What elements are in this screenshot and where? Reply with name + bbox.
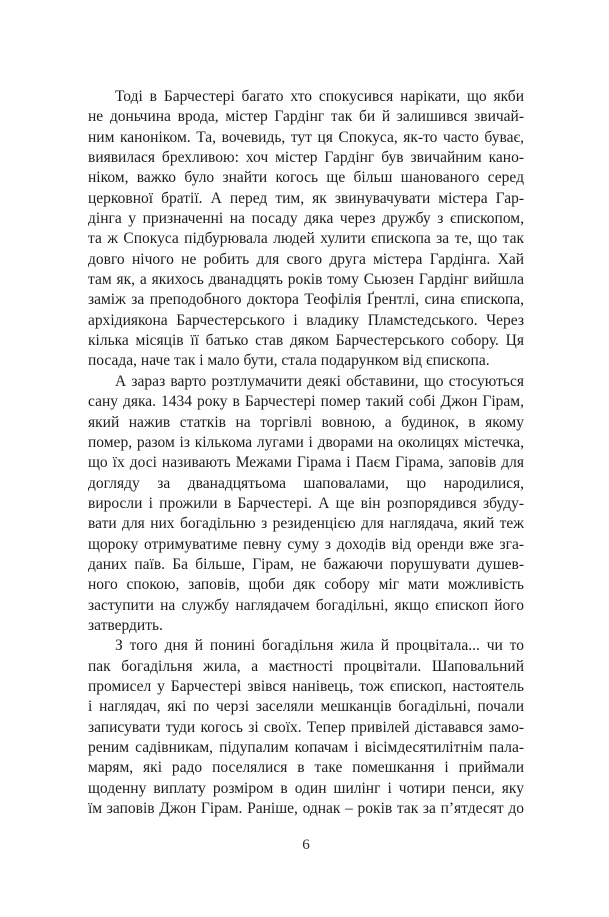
text-line: кілька місяців її батько став дяком Барчестерського собору. Ця [88,332,524,350]
text-line: церковної братії. А перед тим, як звинувачувати містера Гар- [88,189,524,207]
text-line: вати для них богадільню з резиденцією для наглядача, який теж [88,515,524,533]
paragraph [88,636,524,819]
text-line: дінга у призначенні на посаду дяка через дружбу з єпископом, [88,210,524,228]
text-line: затвердить. [88,616,163,634]
text-line: промисел у Барчестері звівся нанівець, тож єпископ, настоятель [88,677,524,695]
text-line: пак богадільня жила, а маєтності процвітали. Шаповальний [88,657,524,675]
text-line: архідиякона Барчестерського і владику Пламстедського. Через [88,311,524,329]
text-line: виросли і прожили в Барчестері. А ще він розпорядився збуду- [88,494,524,512]
text-line: який нажив статків на торгівлі вовною, а будинок, в якому [88,413,524,431]
text-line: марям, які радо поселялися в таке помешкання і приймали [88,759,524,777]
text-line: їм заповів Джон Гірам. Раніше, однак – років так за п’ятдесят до [88,800,524,818]
text-line: помер, разом із кількома лугами і дворами на околицях містечка, [88,433,524,451]
text-line: А зараз варто розтлумачити деякі обставини, що стосуються [115,372,524,390]
text-line: що їх досі називають Межами Гірама і Паєм Гірама, заповів для [88,454,524,472]
text-line: ним каноніком. Та, вочевидь, тут ця Спокуса, як-то часто буває, [88,128,524,146]
text-line: догляду за дванадцятьома шаповалами, що народилися, [88,474,524,492]
text-line: даних паїв. Ба більше, Гірам, не бажаючи порушувати душев- [88,555,524,573]
text-line: реним садівникам, підупалим копачам і вісімдесятилітнім пала- [88,739,524,756]
paragraph [88,372,524,636]
text-line: записувати туди когось зі своїх. Тепер привілей діставався замо- [88,718,524,736]
text-line: ніком, важко було знайти когось ще більш шанованого серед [88,169,524,187]
text-line: та ж Спокуса підбурювала людей хулити єпископа за те, що так [88,230,524,248]
paragraph [88,87,524,372]
page-number: 6 [302,837,310,853]
text-line: щоденну виплату розміром в один шилінг і чотири пенси, яку [88,779,524,797]
text-line: і наглядач, які по черзі заселяли мешканців богадільні, почали [88,698,524,716]
text-line: заміж за преподобного доктора Теофілія Ґрентлі, сина єпископа, [88,291,524,309]
text-line: посада, наче так і мало бути, стала подарунком від єпископа. [88,352,490,370]
text-block [88,87,524,819]
text-line: заступити на службу наглядачем богадільні, якщо єпископ його [88,596,524,614]
text-line: ного спокою, заповів, щоби дяк собору міг мати можливість [88,576,524,594]
text-line: щороку отримуватиме певну суму з доходів від оренди вже зга- [88,535,524,553]
text-line: сану дяка. 1434 року в Барчестері помер такий собі Джон Гірам, [88,393,524,411]
text-line: довго нічого не робить для свого друга містера Гардінга. Хай [88,250,524,268]
text-line: виявилася брехливою: хоч містер Гардінг був звичайним кано- [88,149,524,167]
text-line: З того дня й понині богадільня жила й процвітала... чи то [115,637,524,655]
text-line: не доньчина врода, містер Гардінг так би й залишився звичай- [88,108,524,126]
text-line: Тоді в Барчестері багато хто спокусився нарікати, що якби [115,88,524,105]
text-line: там як, а якихось дванадцять років тому Сьюзен Гардінг вийшла [88,271,524,289]
